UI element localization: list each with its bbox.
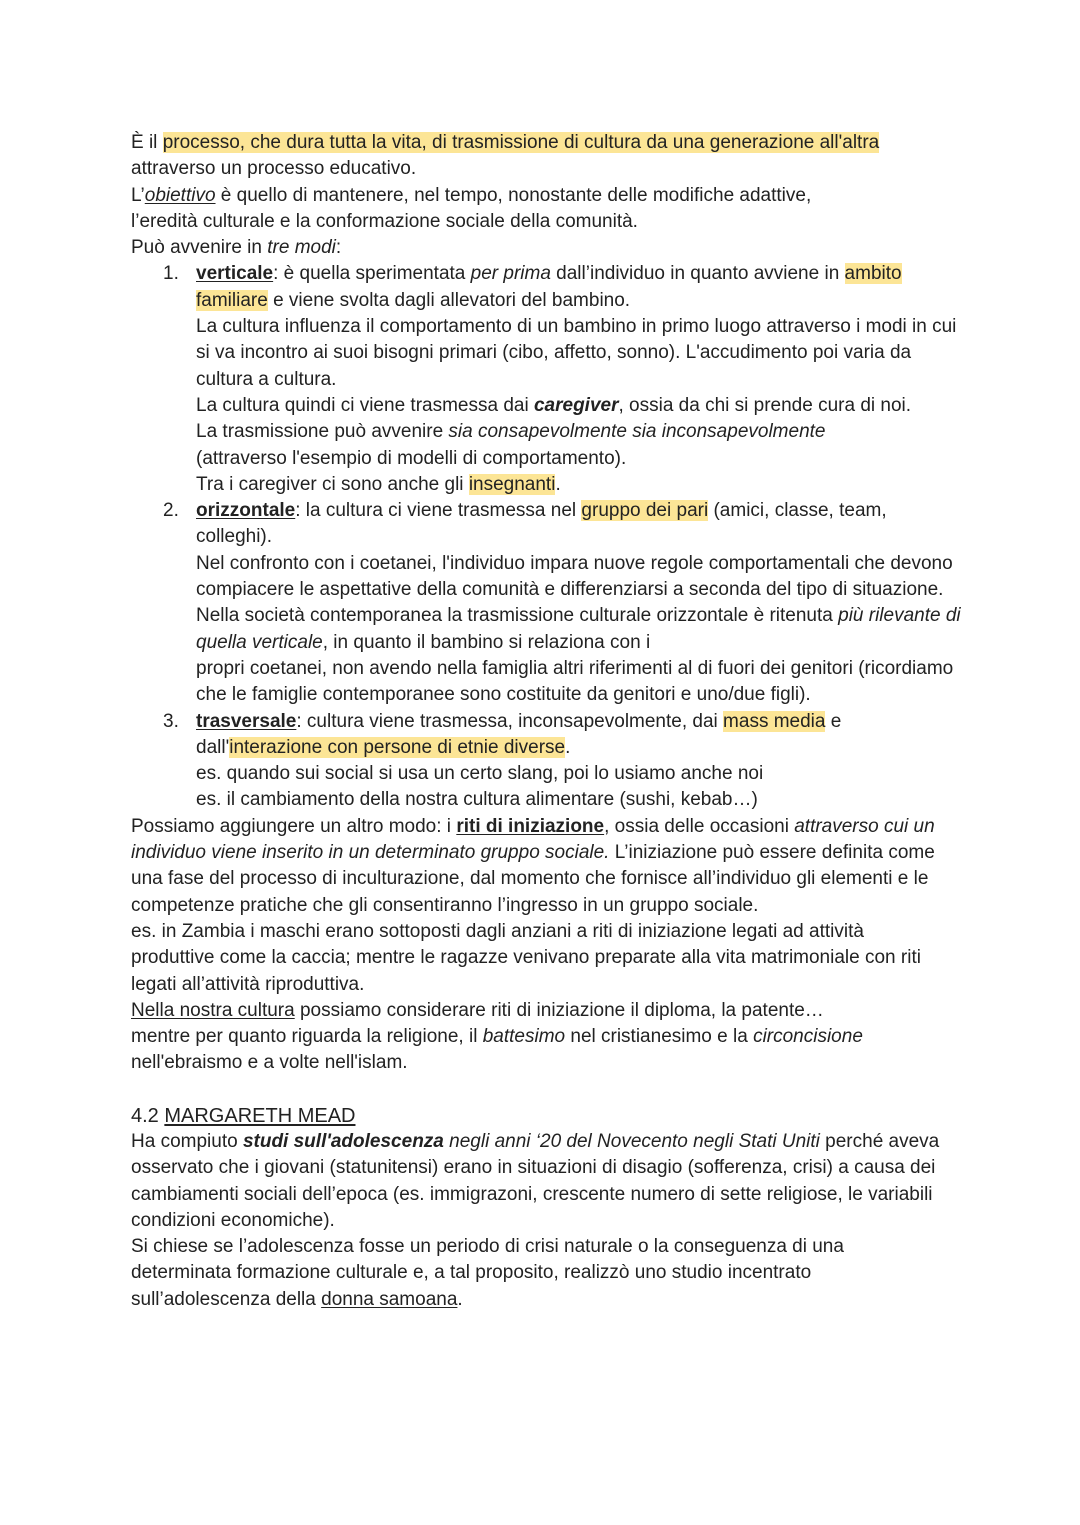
section-heading: 4.2 MARGARETH MEAD [131,1104,356,1127]
list-item-orizzontale: 2. orizzontale: la cultura ci viene trasmessa nel gruppo dei pari (amici, classe, team, colleghi). Nel confronto con i coetanei, l'individuo impara nuove regole comportamentali che devono compiacere le aspettative della comunità e differenziarsi a seconda del tipo di situazione. Nella società contemporanea la trasmissione culturale orizzontale è ritenuta più rilevante di quella verticale, in quanto il bambino si relaziona con i propri coetanei, non avendo nella famiglia altri riferimenti al di fuori dei genitori (ricordiamo che le famiglie contemporanee sono costituite da genitori e uno/due figli). [163,500,961,706]
section-paragraph-2: Si chiese se l’adolescenza fosse un periodo di crisi naturale o la conseguenza di una determinata formazione culturale e, a tal proposito, realizzò uno studio incentrato sull’adolescenza della donna samoana. [131,1236,844,1310]
riti-our-culture: Nella nostra cultura possiamo considerare riti di iniziazione il diploma, la patente… [131,999,824,1021]
highlight: ambito familiare [196,263,902,311]
list-item-verticale: 1. verticale: è quella sperimentata per prima dall’individuo in quanto avviene in ambito familiare e viene svolta dagli allevatori del bambino. La cultura influenza il comportamento di un bambino in primo luogo attraverso i modi in cui si va incontro ai suoi bisogni primari (cibo, affetto, sonno). L'accudimento poi varia da cultura a cultura. La cultura quindi ci viene trasmessa dai caregiver, ossia da chi si prende cura di noi. La trasmissione può avvenire sia consapevolmente sia inconsapevolmente (attraverso l'esempio di modelli di comportamento). Tra i caregiver ci sono anche gli insegnanti. [163,263,957,495]
riti-religion: mentre per quanto riguarda la religione, il battesimo nel cristianesimo e la circoncisione nell'ebraismo e a volte nell'islam. [131,1026,863,1074]
underlined-term: donna samoana [321,1288,458,1310]
section-paragraph-1: Ha compiuto studi sull'adolescenza negli anni ‘20 del Novecento negli Stati Uniti perché aveva osservato che i giovani (statunitensi) erano in situazioni di disagio (sofferenza, crisi) a causa dei cambiamenti sociali dell’epoca (es. immigrazoni, crescente numero di sette religiose, le variabili condizioni economiche). [131,1130,940,1231]
highlight: processo, che dura tutta la vita, di trasmissione di cultura da una generazione all'altra [162,132,880,153]
intro-objective: L’obiettivo è quello di mantenere, nel tempo, nonostante delle modifiche adattive, l’eredità culturale e la conformazione sociale della comunità. [131,184,812,232]
document-body [131,130,961,1313]
modes-list [131,261,961,813]
list-item-trasversale: 3. trasversale: cultura viene trasmessa, inconsapevolmente, dai mass media e dall'interazione con persone di etnie diverse. es. quando sui social si usa un certo slang, poi lo usiamo anche noi es. il cambiamento della nostra cultura alimentare (sushi, kebab…) [163,710,842,811]
highlight: gruppo dei pari [581,500,709,522]
highlight: interazione con persone di etnie diverse [229,736,566,758]
intro-definition: È il processo, che dura tutta la vita, di trasmissione di cultura da una generazione all'altra attraverso un processo educativo. [131,132,880,180]
term-orizzontale: orizzontale [196,500,296,522]
intro-modes: Può avvenire in tre modi: [131,237,342,259]
section-title: MARGARETH MEAD [164,1104,356,1127]
term-riti-iniziazione: riti di iniziazione [456,815,605,837]
highlight: mass media [723,710,826,732]
riti-example: es. in Zambia i maschi erano sottoposti dagli anziani a riti di iniziazione legati ad attività produttive come la caccia; mentre le ragazze venivano preparate alla vita matrimoniale con riti legati all’attività riproduttiva. [131,920,921,995]
term-verticale: verticale [196,263,274,285]
riti-paragraph: Possiamo aggiungere un altro modo: i riti di iniziazione, ossia delle occasioni attraverso cui un individuo viene inserito in un determinato gruppo sociale. L’iniziazione può essere definita come una fase del processo di inculturazione, dal momento che fornisce all’individuo gli elementi e le competenze pratiche che gli consentiranno l’ingresso in un gruppo sociale. [131,815,935,916]
underlined-term: obiettivo [144,184,216,206]
highlight: insegnanti [468,473,556,495]
term-trasversale: trasversale [196,710,297,732]
